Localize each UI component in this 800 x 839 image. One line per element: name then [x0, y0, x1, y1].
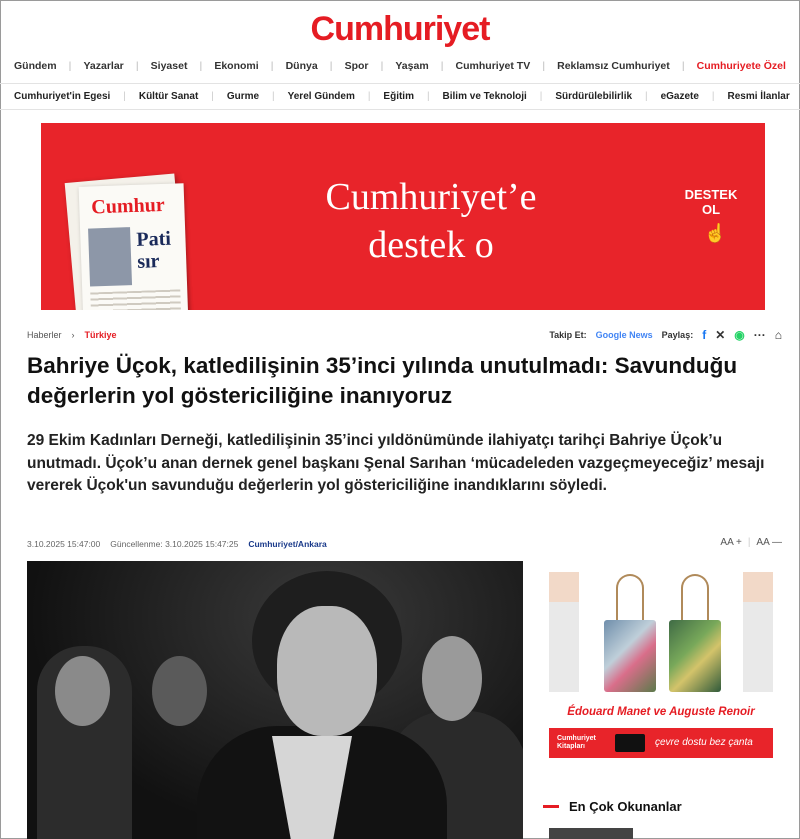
- whatsapp-icon[interactable]: ◉: [734, 328, 745, 342]
- nav-item-siyaset[interactable]: Siyaset: [150, 60, 188, 72]
- banner-headline-line2: destek o: [368, 224, 494, 266]
- nav-separator: |: [367, 91, 371, 102]
- support-cta-button[interactable]: [671, 187, 751, 217]
- secondary-nav-bar: [0, 83, 800, 110]
- nav2-item-egazete[interactable]: eGazete: [660, 91, 699, 102]
- newspaper-masthead: Cumhur: [90, 193, 166, 219]
- nav2-item-egitim[interactable]: Eğitim: [383, 91, 414, 102]
- nav-item-yazarlar[interactable]: Yazarlar: [83, 60, 124, 72]
- photo-face-right: [422, 636, 482, 721]
- updated-date: Güncellenme: 3.10.2025 15:47:25: [110, 539, 239, 549]
- nav-separator: |: [711, 91, 715, 102]
- ad-footer-bar: [549, 728, 773, 758]
- banner-headline: [241, 173, 621, 269]
- nav-item-ekonomi[interactable]: Ekonomi: [214, 60, 259, 72]
- nav-separator: |: [199, 60, 203, 72]
- font-size-controls: [720, 537, 782, 548]
- nav2-item-kultur-sanat[interactable]: Kültür Sanat: [138, 91, 199, 102]
- click-cursor-icon: ☝: [704, 223, 727, 243]
- photo-face-left: [55, 656, 110, 726]
- nav-separator: |: [272, 91, 275, 102]
- primary-nav: [14, 56, 786, 76]
- site-logo[interactable]: Cumhuriyet: [310, 10, 490, 48]
- bookmark-icon[interactable]: ⌂: [774, 328, 782, 342]
- article-source[interactable]: Cumhuriyet/Ankara: [248, 539, 327, 549]
- more-icon[interactable]: ···: [753, 328, 766, 342]
- article-summary: 29 Ekim Kadınları Derneği, katledilişinin 35’inci yıldönümünde ilahiyatçı tarihçi Bahriye Üçok’u unutmadı. Üçok’u anan dernek genel başkanı Şenal Sarıhan ‘mücadeleden vazgeçmeyeceğiz’ mesajı vererek Üçok'un savunduğu değerlerin yol göstericiliğine inandıklarını söyledi.: [27, 432, 765, 494]
- divider: |: [747, 537, 751, 548]
- nav-separator: |: [645, 91, 648, 102]
- secondary-nav: [14, 84, 790, 109]
- article-meta: [27, 539, 327, 549]
- google-news-link[interactable]: Google News: [595, 330, 653, 340]
- font-decrease-button[interactable]: AA —: [756, 537, 782, 548]
- newspaper-photo: [88, 227, 132, 286]
- most-read-header: [543, 799, 682, 814]
- article-photo: [27, 561, 523, 839]
- nav-item-cumhuriyet-tv[interactable]: Cumhuriyet TV: [455, 60, 531, 72]
- nav-separator: |: [539, 91, 543, 102]
- published-date: 3.10.2025 15:47:00: [27, 539, 101, 549]
- nav2-item-bilim-teknoloji[interactable]: Bilim ve Teknoloji: [442, 91, 527, 102]
- font-increase-button[interactable]: AA +: [720, 537, 742, 548]
- nav-separator: |: [542, 60, 546, 72]
- nav-item-yasam[interactable]: Yaşam: [395, 60, 429, 72]
- nav-item-spor[interactable]: Spor: [344, 60, 369, 72]
- section-accent-bar: [543, 805, 559, 808]
- nav2-item-surdurulebilirlik[interactable]: Sürdürülebilirlik: [555, 91, 633, 102]
- bag-handle: [616, 574, 644, 624]
- breadcrumb-home[interactable]: Haberler: [27, 330, 62, 340]
- ad-model-right: [743, 572, 773, 692]
- support-banner[interactable]: [41, 123, 765, 310]
- newspaper-headline: Pati sır: [136, 227, 172, 273]
- article-title: Bahriye Üçok, katledilişinin 35’inci yılında unutulmadı: Savunduğu değerlerin yol göstericiliğine inanıyoruz: [27, 353, 738, 408]
- nav-item-gundem[interactable]: Gündem: [14, 60, 57, 72]
- ad-mini-bag-icon: [615, 734, 645, 752]
- bag-handle: [681, 574, 709, 624]
- nav-separator: |: [123, 91, 126, 102]
- chevron-right-icon: ›: [71, 330, 75, 340]
- ad-tote-bag-renoir: [669, 620, 721, 692]
- cta-line1: DESTEK: [684, 187, 738, 202]
- nav-separator: |: [211, 91, 214, 102]
- breadcrumb: [27, 330, 117, 340]
- cta-line2: OL: [701, 202, 721, 217]
- most-read-title: En Çok Okunanlar: [569, 799, 682, 814]
- nav-item-dunya[interactable]: Dünya: [285, 60, 318, 72]
- nav2-item-egesi[interactable]: Cumhuriyet'in Egesi: [14, 91, 111, 102]
- banner-headline-line1: Cumhuriyet’e: [325, 176, 537, 218]
- facebook-icon[interactable]: f: [702, 328, 707, 342]
- nav-separator: |: [270, 60, 274, 72]
- x-twitter-icon[interactable]: ✕: [715, 328, 726, 342]
- newspaper-front-image: [79, 183, 189, 310]
- ad-tagline: çevre dostu bez çanta: [655, 737, 753, 748]
- breadcrumb-current[interactable]: Türkiye: [84, 330, 117, 340]
- nav-item-cumhuriyete-ozel[interactable]: Cumhuriyete Özel: [696, 60, 786, 72]
- share-bar: [549, 328, 782, 342]
- photo-main-face: [277, 606, 377, 736]
- newspaper-text-lines: [90, 289, 181, 310]
- ad-title: Édouard Manet ve Auguste Renoir: [567, 706, 755, 718]
- most-read-thumbnail[interactable]: [549, 828, 633, 839]
- nav-separator: |: [380, 60, 384, 72]
- ad-tote-bag-manet: [604, 620, 656, 692]
- nav-separator: |: [426, 91, 430, 102]
- share-label: Paylaş:: [661, 330, 694, 340]
- nav-item-reklamsiz[interactable]: Reklamsız Cumhuriyet: [557, 60, 670, 72]
- nav-separator: |: [329, 60, 333, 72]
- sidebar-ad[interactable]: [549, 572, 773, 760]
- nav-separator: |: [440, 60, 444, 72]
- nav2-item-yerel-gundem[interactable]: Yerel Gündem: [287, 91, 355, 102]
- nav-separator: |: [135, 60, 139, 72]
- follow-label: Takip Et:: [549, 330, 587, 340]
- nav-separator: |: [68, 60, 72, 72]
- ad-model-left: [549, 572, 579, 692]
- nav2-item-gurme[interactable]: Gurme: [226, 91, 260, 102]
- nav2-item-resmi-ilanlar[interactable]: Resmi İlanlar: [727, 91, 790, 102]
- photo-face-glasses: [152, 656, 207, 726]
- nav-separator: |: [681, 60, 685, 72]
- cumhuriyet-kitaplari-logo: Cumhuriyet Kitapları: [557, 735, 596, 750]
